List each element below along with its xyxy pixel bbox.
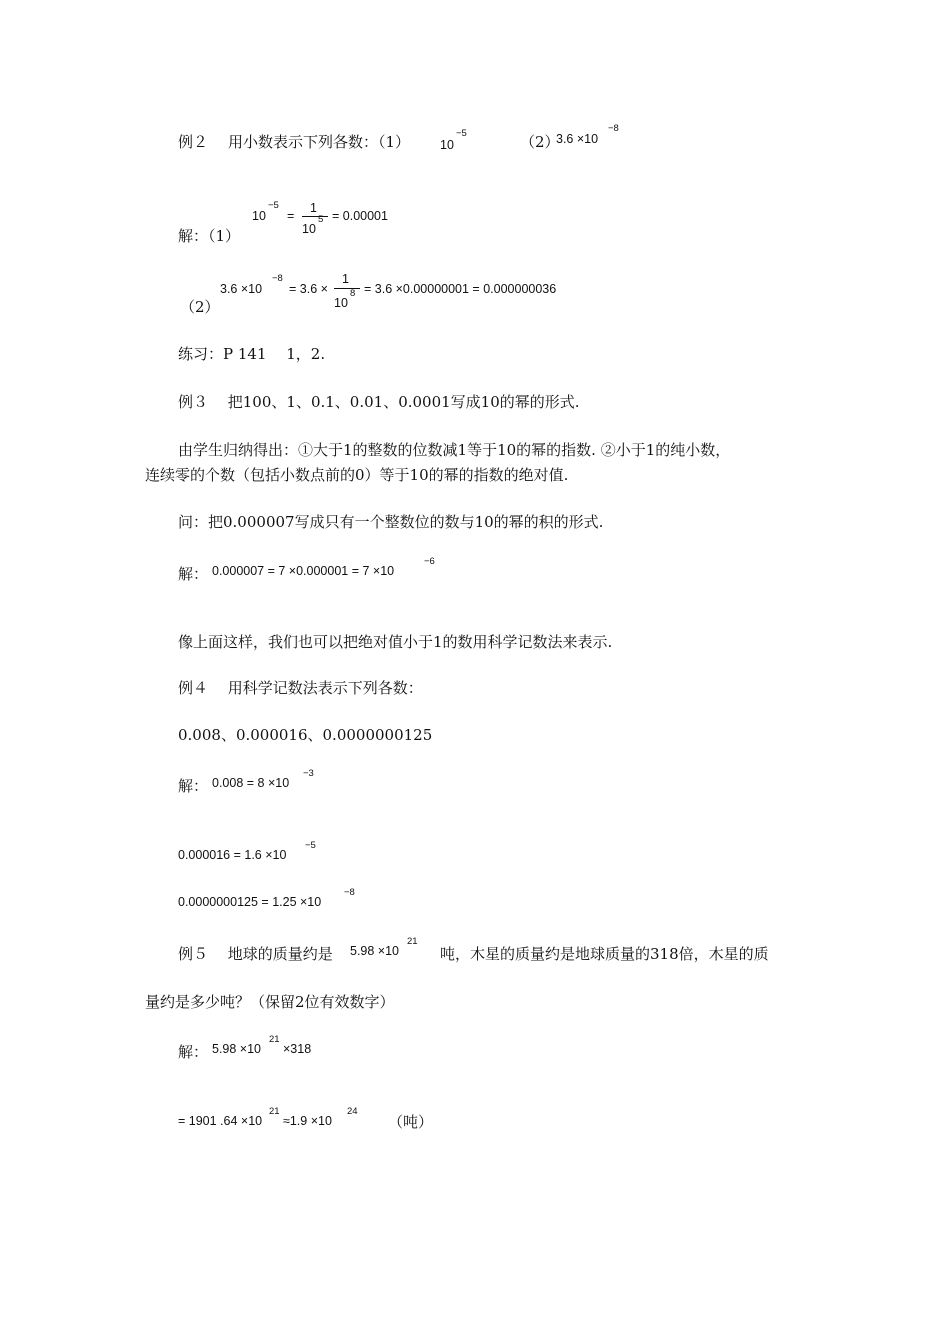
summary-line-1: 由学生归纳得出：①大于1的整数的位数减1等于10的幂的指数. ②小于1的纯小数， [178,441,731,459]
sol2-eq1-frac-bar [302,216,328,217]
ex4-s2: 0.000016 = 1.6 ×10 [178,848,287,862]
ex4-s2-exp: −5 [305,840,316,851]
sol2-eq2-den-base: 10 [334,296,348,310]
sol2-eq2-rhs: = 3.6 ×0.00000001 = 0.000000036 [364,282,557,296]
ex2-text: 用小数表示下列各数：（1） [228,133,411,151]
ex5-line2: 量约是多少吨？（保留2位有效数字） [145,993,395,1011]
ex5-label: 例５ 地球的质量约是 [178,945,333,963]
ex2-item2-label: （2） [520,133,560,151]
sol-q-expr: 0.000007 = 7 ×0.000001 = 7 ×10 [212,564,395,578]
sol2-eq1-num: 1 [310,201,317,215]
ex5-unit: （吨） [388,1113,434,1131]
sol2-eq1-eq: = [287,209,295,223]
ex5-calc2-b: ≈1.9 ×10 [283,1114,332,1128]
sol2-eq1-den-exp: 5 [318,214,324,225]
ex5-calc1-tail: ×318 [283,1042,312,1056]
sol2-eq2-num: 1 [342,272,349,286]
ex5-text-after: 吨，木星的质量约是地球质量的318倍，木星的质 [440,945,769,963]
ex4-numbers: 0.008、0.000016、0.0000000125 [178,726,433,744]
sol2-eq2-mid: = 3.6 × [289,282,328,296]
ex4-s1: 0.008 = 8 ×10 [212,776,290,790]
ex2-item2-base: 3.6 ×10 [556,132,599,146]
ex4-s3-exp: −8 [344,887,355,898]
sol2-eq2-lhs-exp: −8 [272,273,283,284]
sol2-eq2-lhs-base: 3.6 ×10 [220,282,263,296]
ex4-label: 例４ 用科学记数法表示下列各数： [178,679,423,697]
sol-q-exp: −6 [424,556,435,567]
ex2-item1-base: 10 [440,138,454,152]
sol2-eq1-rhs: = 0.00001 [332,209,388,223]
ex2-label: 例２ [178,133,209,151]
ex4-s1-exp: −3 [303,768,314,779]
ex5-calc2-a-exp: 21 [269,1106,280,1117]
ex5-calc1-base: 5.98 ×10 [212,1042,262,1056]
sol2-eq2-den-exp: 8 [350,288,356,299]
sol2-eq1-lhs-exp: −5 [268,200,279,211]
ex4-sol-label: 解： [178,777,209,795]
sol2-eq1-lhs-base: 10 [252,209,266,223]
ex5-calc2-b-exp: 24 [347,1106,358,1117]
ex5-mass-base: 5.98 ×10 [350,944,400,958]
ex2-item2-exp: −8 [608,123,619,134]
ex2-item1-exp: −5 [456,128,467,139]
sol2-eq1-den-base: 10 [302,222,316,236]
sol2-eq2-frac-bar [334,288,360,289]
ex3-line: 例３ 把100、1、0.1、0.01、0.0001写成10的幂的形式. [178,393,580,411]
note-line: 像上面这样，我们也可以把绝对值小于1的数用科学记数法来表示. [178,633,613,651]
ex5-calc1-exp: 21 [269,1034,280,1045]
question-line: 问：把0.000007写成只有一个整数位的数与10的幂的积的形式. [178,513,604,531]
ex5-sol-label: 解： [178,1043,209,1061]
sol2-label2: （2） [180,298,220,316]
ex5-calc2-a: = 1901 .64 ×10 [178,1114,263,1128]
sol-q-label: 解： [178,565,209,583]
ex2-line [178,132,410,152]
sol2-label1: 解：（1） [178,227,241,245]
practice-line: 练习：P 141 1，2. [178,345,326,363]
ex4-s3: 0.0000000125 = 1.25 ×10 [178,895,322,909]
ex5-mass-exp: 21 [407,936,418,947]
summary-line-2: 连续零的个数（包括小数点前的0）等于10的幂的指数的绝对值. [145,466,569,484]
